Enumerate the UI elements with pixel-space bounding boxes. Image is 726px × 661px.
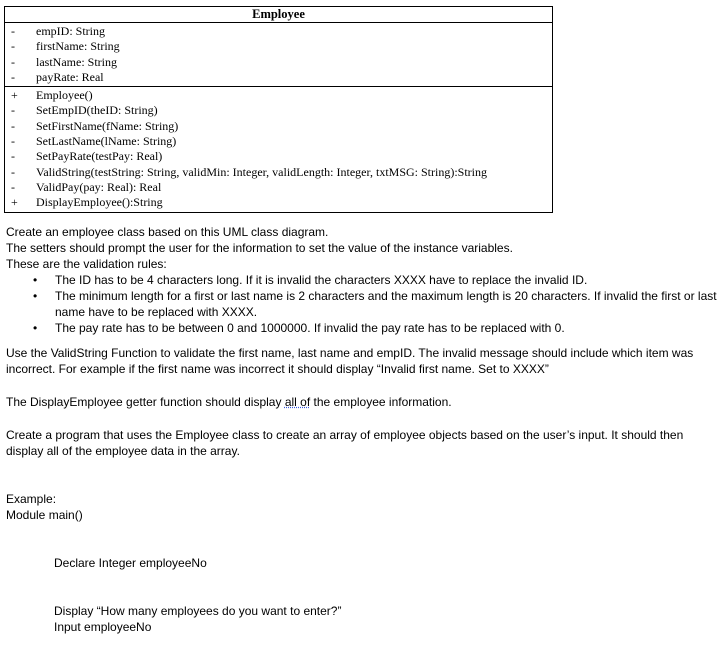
attribute-text: empID: String bbox=[36, 24, 105, 38]
visibility-marker: - bbox=[11, 164, 15, 179]
visibility-marker: + bbox=[11, 195, 18, 210]
input-line: Input employeeNo bbox=[54, 620, 152, 634]
attribute-text: lastName: String bbox=[36, 54, 117, 69]
intro-line: Create an employee class based on this UML class diagram. bbox=[6, 225, 329, 239]
list-item bbox=[6, 272, 722, 288]
spellcheck-marked-text: all of bbox=[284, 395, 311, 409]
uml-attribute-row bbox=[5, 55, 552, 70]
uml-attributes bbox=[5, 23, 552, 86]
visibility-marker: - bbox=[11, 134, 15, 149]
list-item bbox=[6, 320, 722, 336]
uml-method-row bbox=[5, 88, 552, 103]
display-text-end: the employee information. bbox=[310, 395, 452, 409]
uml-method-row bbox=[5, 103, 552, 118]
uml-method-row bbox=[5, 180, 552, 195]
display-paragraph bbox=[6, 394, 722, 410]
bullet-icon: • bbox=[33, 321, 38, 335]
attribute-text: firstName: String bbox=[36, 39, 120, 54]
assignment-text bbox=[6, 224, 722, 635]
method-text: Employee() bbox=[36, 88, 93, 103]
display-text-start: The DisplayEmployee getter function should display bbox=[6, 395, 285, 409]
uml-class-diagram bbox=[4, 6, 553, 213]
uml-method-row bbox=[5, 149, 552, 164]
rule-text: The pay rate has to be between 0 and 1000000. If invalid the pay rate has to be replaced with 0. bbox=[55, 321, 565, 335]
method-text: DisplayEmployee():String bbox=[36, 195, 163, 210]
bullet-icon: • bbox=[33, 273, 38, 287]
visibility-marker: - bbox=[11, 54, 15, 69]
uml-attribute-row bbox=[5, 39, 552, 54]
uml-method-row bbox=[5, 195, 552, 210]
list-item bbox=[6, 288, 722, 320]
visibility-marker: - bbox=[11, 179, 15, 194]
method-text: SetFirstName(fName: String) bbox=[36, 118, 179, 133]
program-paragraph: Create a program that uses the Employee class to create an array of employee objects based on the user’s input. It should then display all of the employee data in the array. bbox=[6, 428, 684, 458]
visibility-marker: - bbox=[11, 24, 15, 38]
method-text: ValidString(testString: String, validMin: Integer, validLength: Integer, txtMSG: String):String bbox=[36, 164, 488, 179]
visibility-marker: - bbox=[11, 39, 15, 54]
bullet-icon: • bbox=[33, 289, 38, 303]
visibility-marker: - bbox=[11, 69, 15, 84]
uml-method-row bbox=[5, 134, 552, 149]
method-text: ValidPay(pay: Real): Real bbox=[36, 179, 162, 194]
rule-text: The minimum length for a first or last name is 2 characters and the maximum length is 20 characters. If invalid the first or last name have to be replaced with XXXX. bbox=[55, 289, 717, 319]
intro-line: These are the validation rules: bbox=[6, 257, 167, 271]
rule-text: The ID has to be 4 characters long. If it is invalid the characters XXXX have to replace the invalid ID. bbox=[55, 273, 588, 287]
method-text: SetPayRate(testPay: Real) bbox=[36, 149, 163, 164]
intro-line: The setters should prompt the user for the information to set the value of the instance variables. bbox=[6, 241, 513, 255]
method-text: SetLastName(lName: String) bbox=[36, 134, 177, 149]
uml-attribute-row bbox=[5, 24, 552, 39]
uml-attribute-row bbox=[5, 70, 552, 85]
attribute-text: payRate: Real bbox=[36, 69, 104, 84]
visibility-marker: - bbox=[11, 149, 15, 164]
visibility-marker: + bbox=[11, 88, 18, 103]
example-label: Example: bbox=[6, 492, 57, 506]
validstring-paragraph: Use the ValidString Function to validate the first name, last name and empID. The invalid message should include which item was incorrect. For example if the first name was incorrect it should display “Invalid first name. Set to XXXX” bbox=[6, 346, 694, 376]
visibility-marker: - bbox=[11, 103, 15, 118]
visibility-marker: - bbox=[11, 118, 15, 133]
display-line: Display “How many employees do you want to enter?” bbox=[54, 604, 342, 618]
method-text: SetEmpID(theID: String) bbox=[36, 103, 158, 118]
uml-methods bbox=[5, 86, 552, 211]
validation-rules-list bbox=[6, 272, 722, 336]
declare-line: Declare Integer employeeNo bbox=[54, 556, 207, 570]
uml-class-name: Employee bbox=[5, 7, 552, 23]
uml-method-row bbox=[5, 119, 552, 134]
uml-method-row bbox=[5, 165, 552, 180]
module-line: Module main() bbox=[6, 508, 83, 522]
